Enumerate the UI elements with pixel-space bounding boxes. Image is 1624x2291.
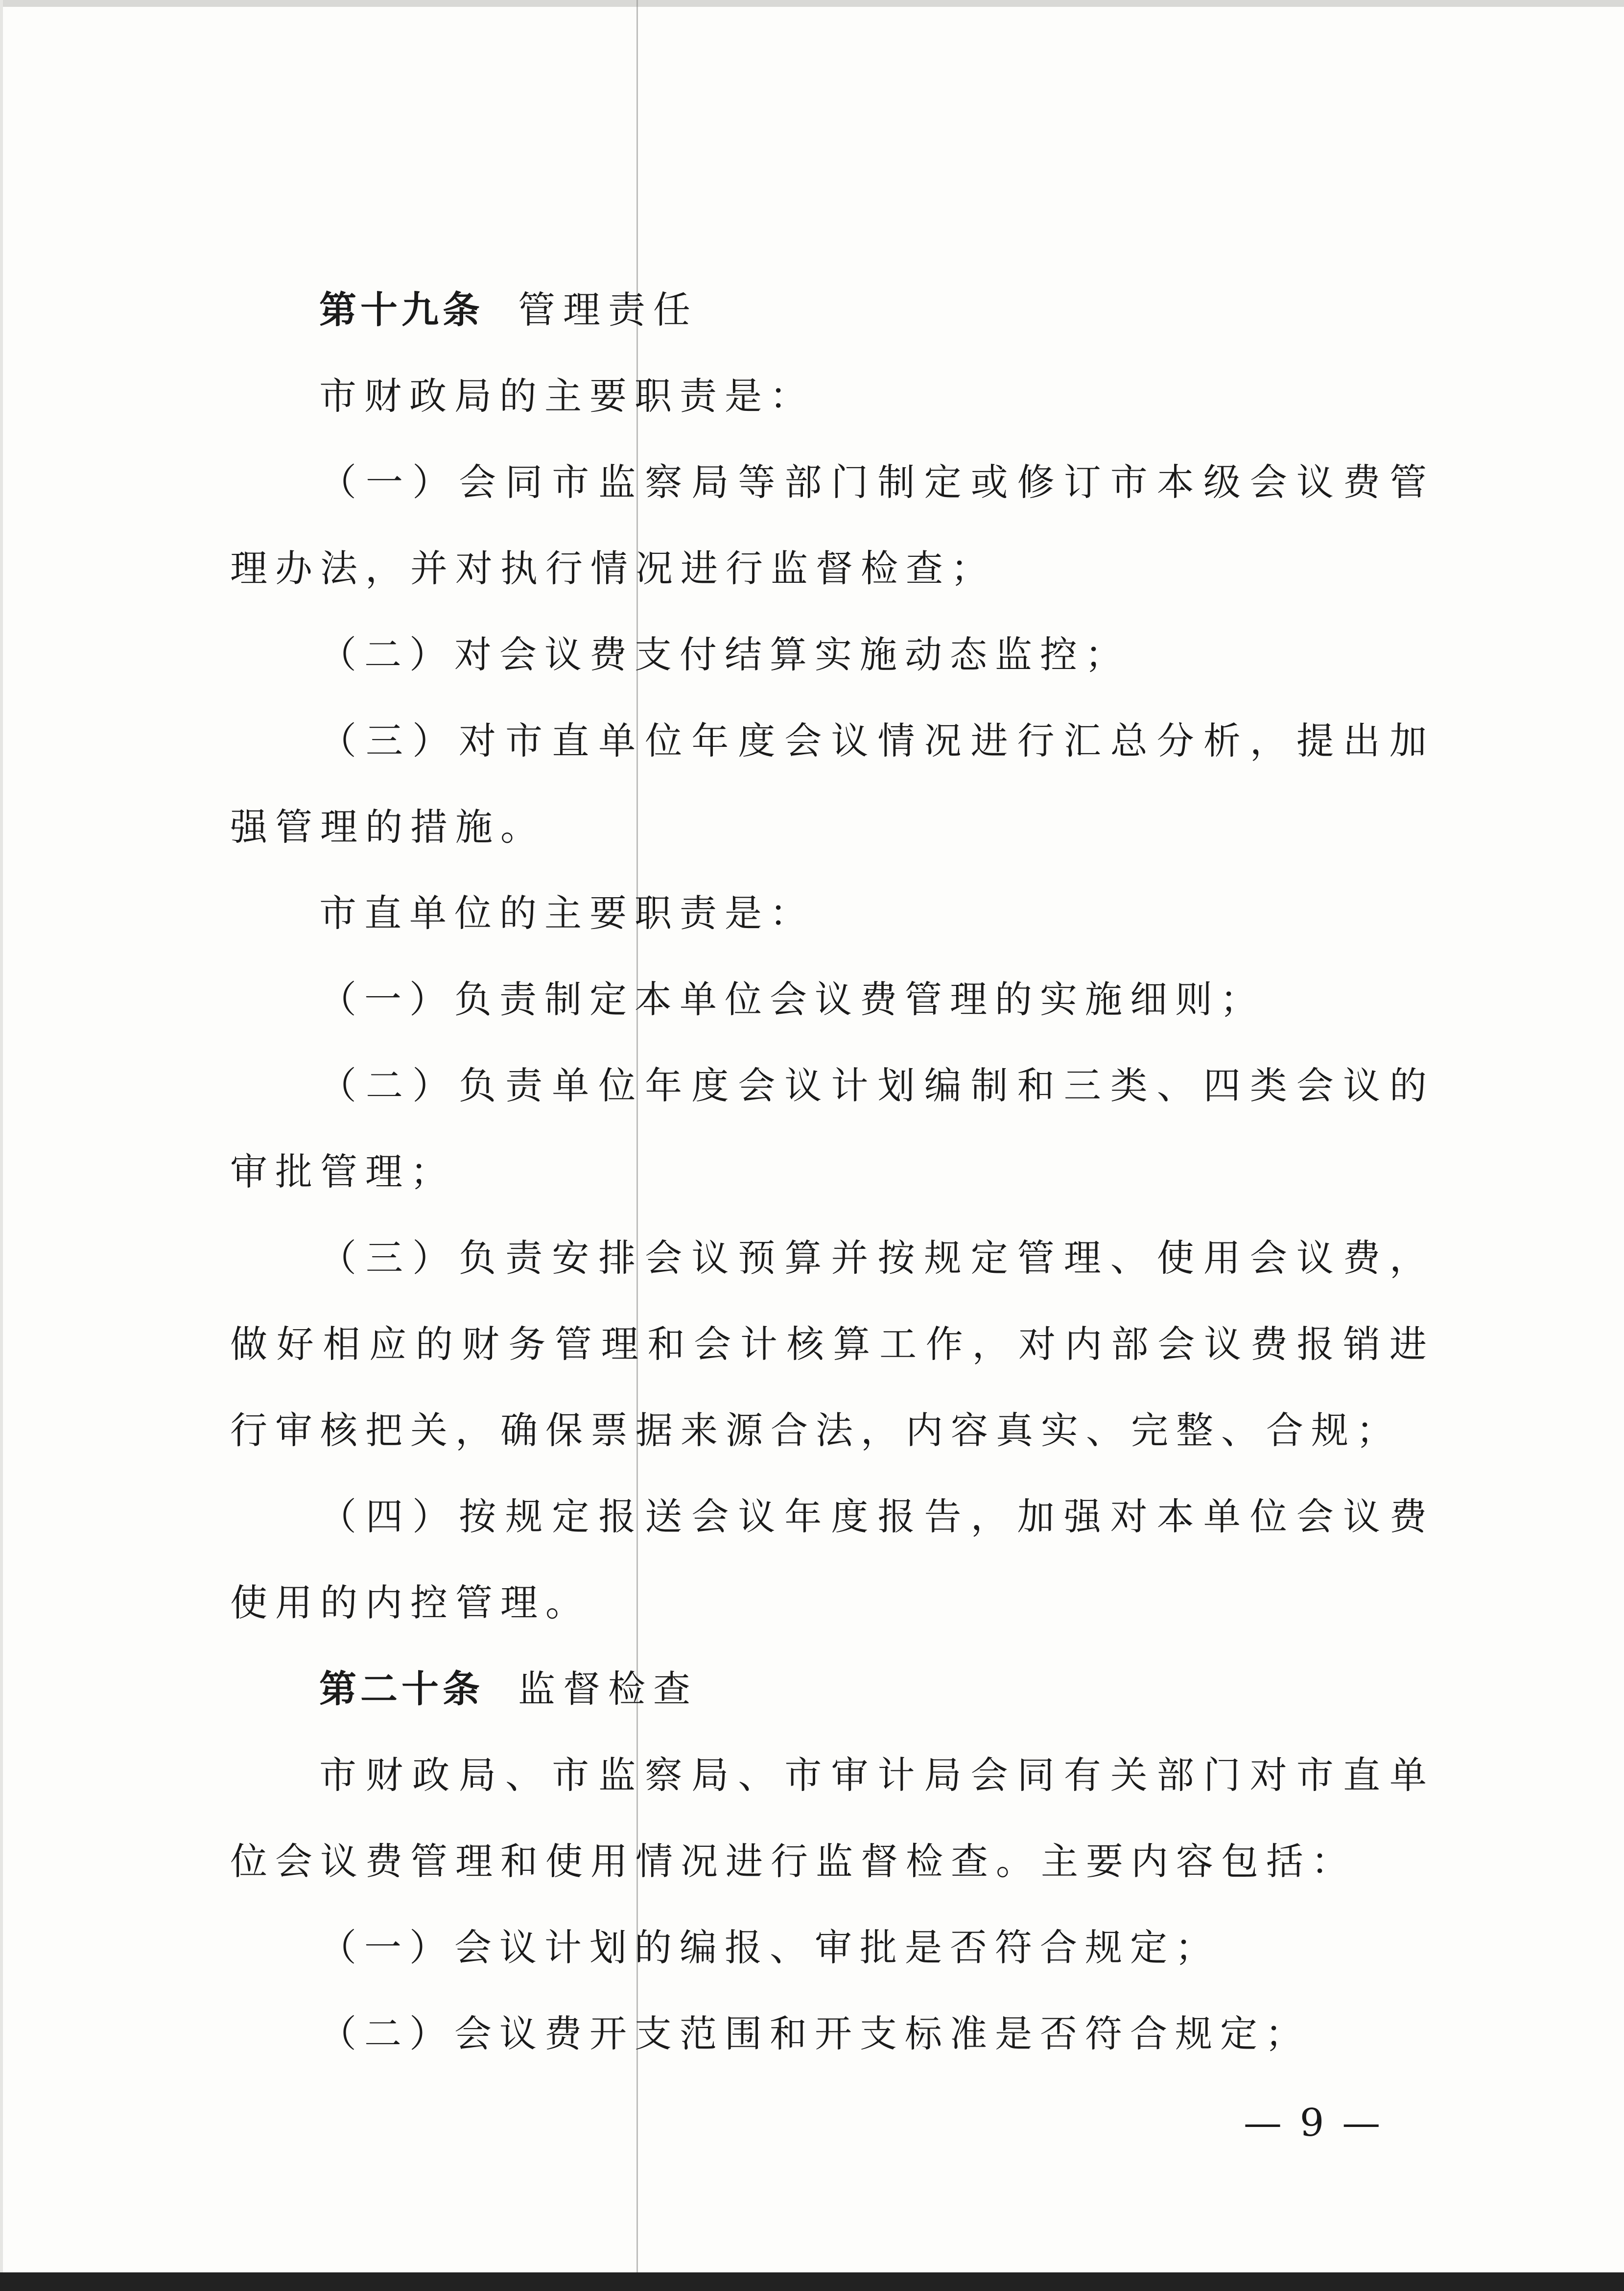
- article-20-number: 第二十条: [319, 1667, 484, 1711]
- finance-item-3: （三）对市直单位年度会议情况进行汇总分析，提出加强管理的措施。: [230, 719, 1435, 849]
- scan-left-edge: [0, 0, 3, 2291]
- unit-item-4: （四）按规定报送会议年度报告，加强对本单位会议费使用的内控管理。: [230, 1495, 1435, 1624]
- article-19-number: 第十九条: [319, 288, 484, 332]
- unit-intro: 市直单位的主要职责是：: [319, 891, 815, 935]
- page-number: — 9 —: [1244, 2101, 1384, 2145]
- finance-bureau-intro: 市财政局的主要职责是：: [319, 374, 815, 418]
- scan-top-border: [0, 0, 1624, 7]
- article-19-heading: [230, 267, 1435, 353]
- finance-item-1: （一）会同市监察局等部门制定或修订市本级会议费管理办法，并对执行情况进行监督检查；: [230, 460, 1435, 590]
- article-20-heading: [230, 1646, 1435, 1732]
- supervision-intro: 市财政局、市监察局、市审计局会同有关部门对市直单位会议费管理和使用情况进行监督检查。主要内容包括：: [230, 1753, 1435, 1883]
- unit-item-2: （二）负责单位年度会议计划编制和三类、四类会议的审批管理；: [230, 1064, 1435, 1193]
- scan-bottom-border: [0, 2272, 1624, 2291]
- article-20-title: 监督检查: [518, 1667, 698, 1711]
- document-body: [230, 267, 1435, 2077]
- supervision-item-2: （二）会议费开支范围和开支标准是否符合规定；: [319, 2012, 1310, 2055]
- unit-item-3: （三）负责安排会议预算并按规定管理、使用会议费，做好相应的财务管理和会计核算工作，对内部会议费报销进行审核把关，确保票据来源合法，内容真实、完整、合规；: [230, 1236, 1435, 1452]
- article-19-title: 管理责任: [518, 288, 698, 332]
- supervision-item-1: （一）会议计划的编报、审批是否符合规定；: [319, 1926, 1220, 1969]
- unit-item-1: （一）负责制定本单位会议费管理的实施细则；: [319, 978, 1265, 1021]
- finance-item-2: （二）对会议费支付结算实施动态监控；: [319, 633, 1130, 676]
